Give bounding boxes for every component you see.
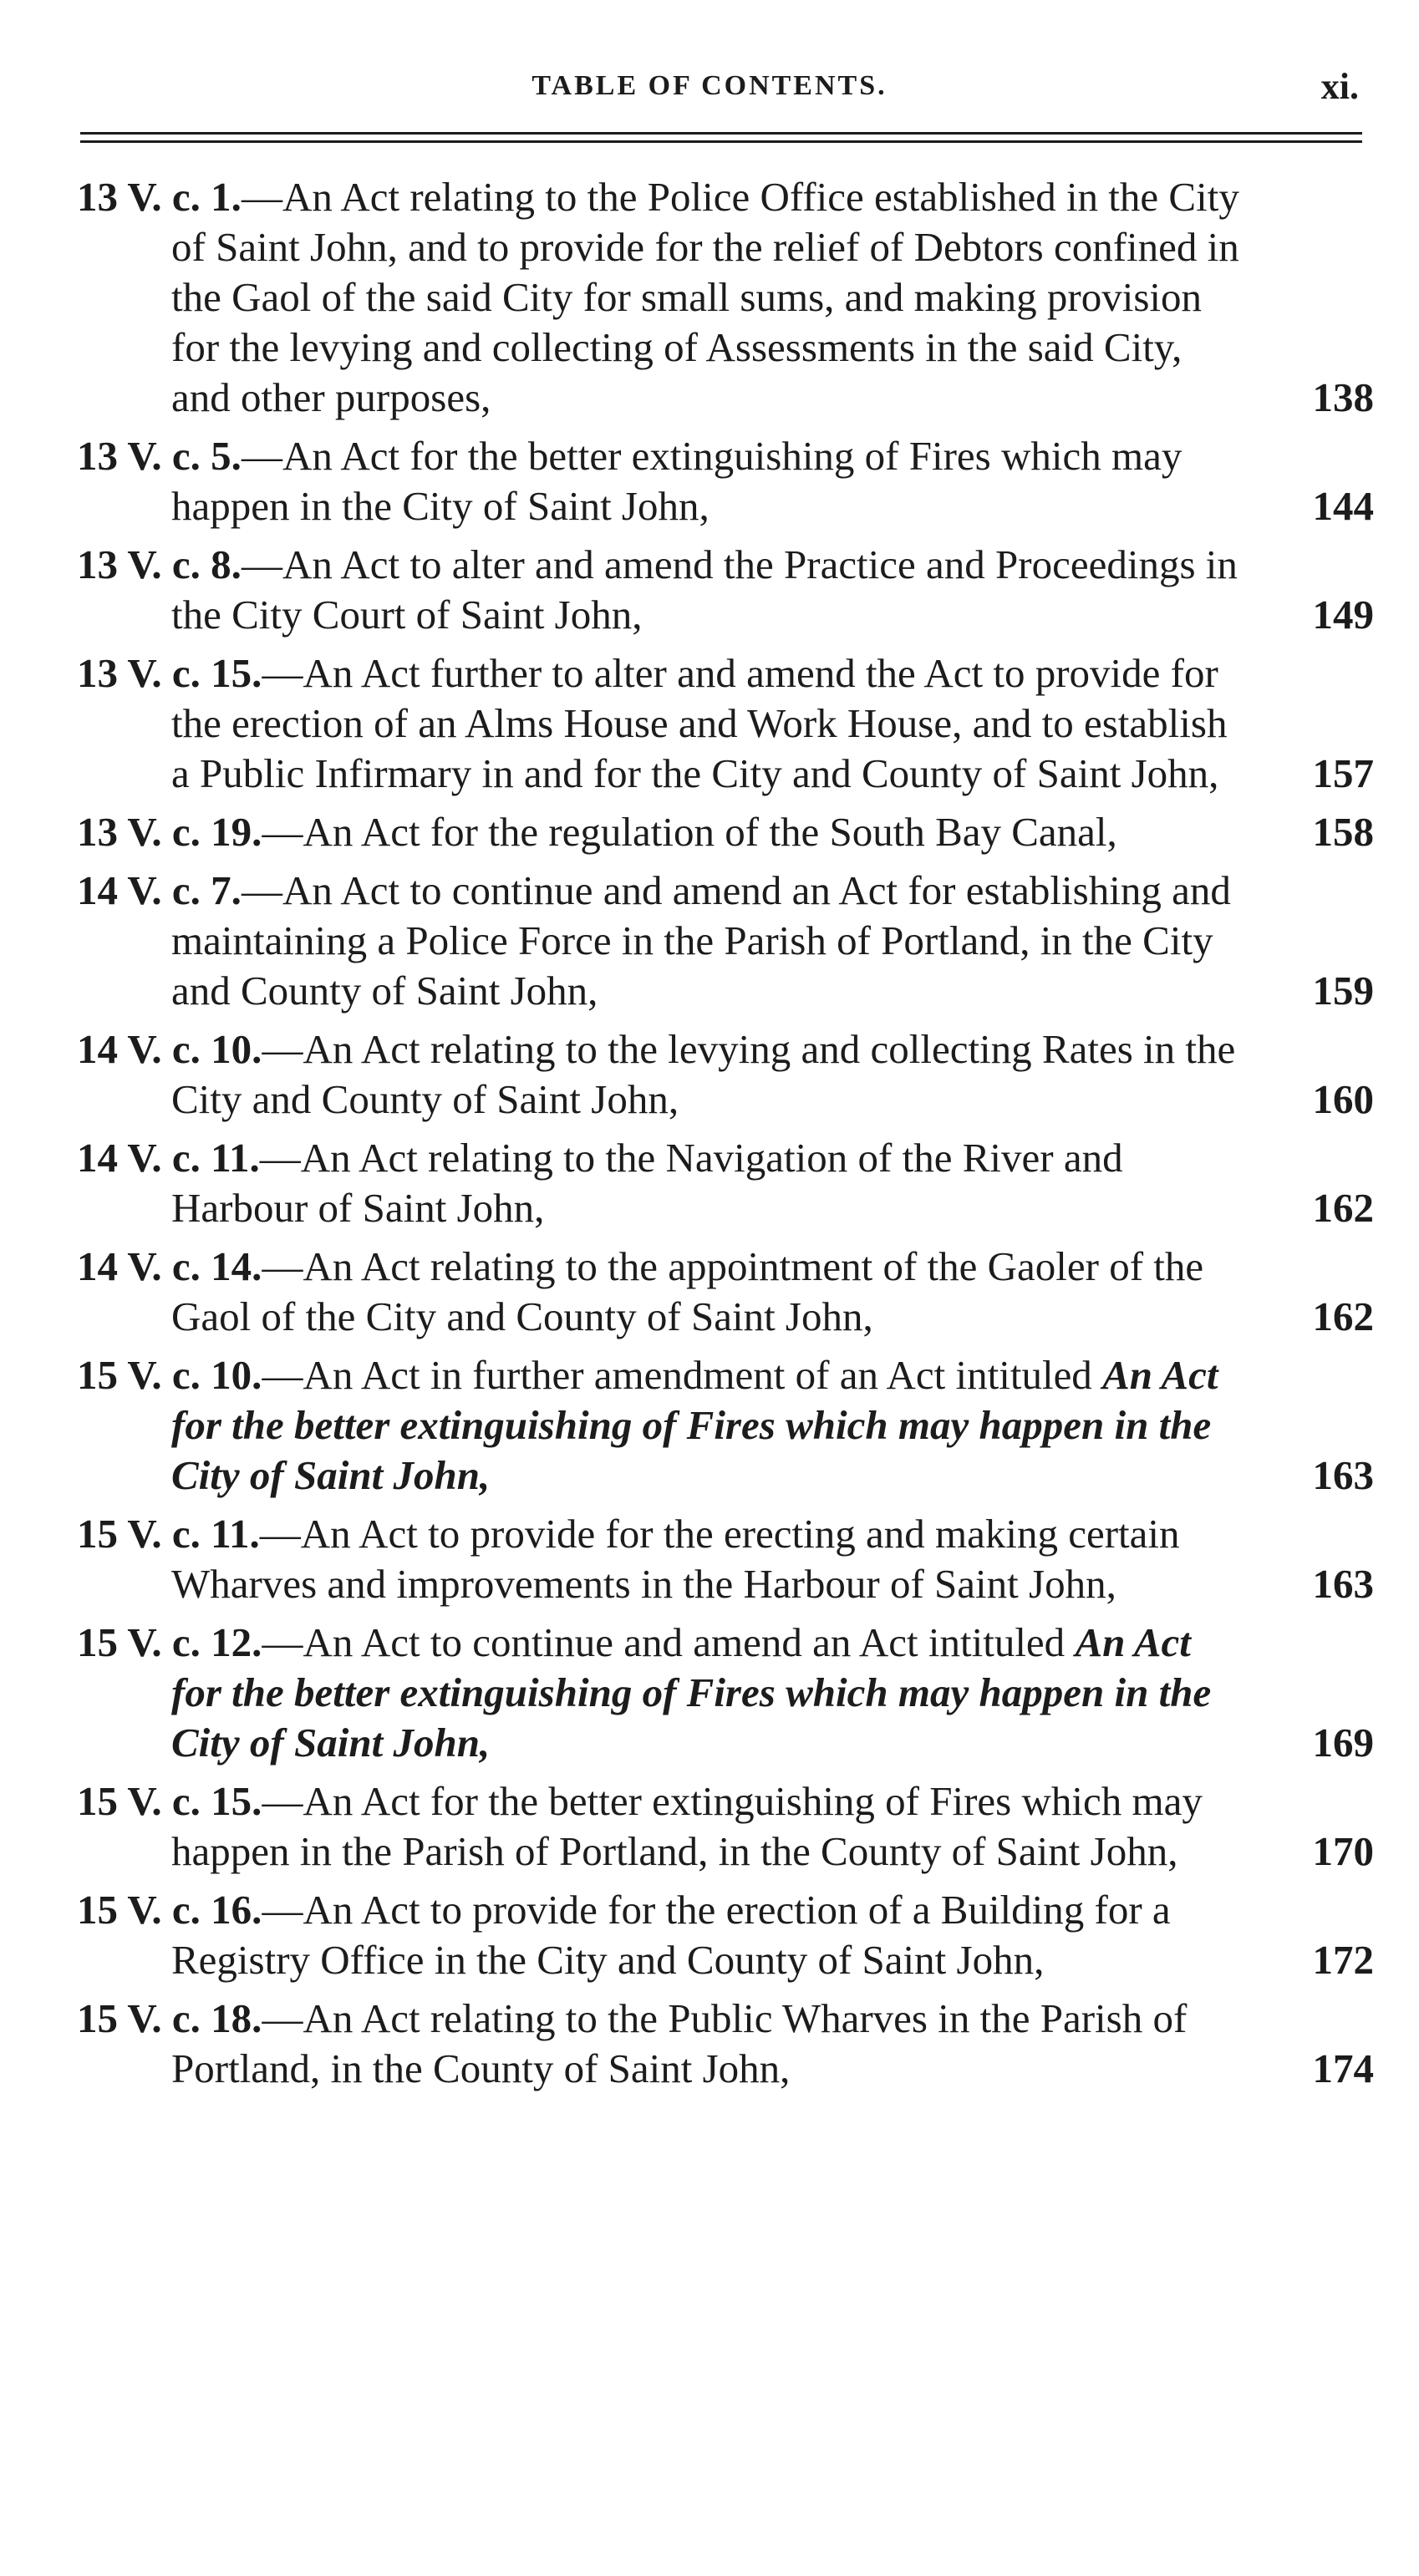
act-citation: 15 V. c. 11. (77, 1511, 260, 1557)
act-title-text: —An Act to alter and amend the Practice and Proceedings in the City Court of Saint John, (171, 541, 1238, 638)
cited-act-title: An Act for the better extinguishing of Fires which may happen in the City of Saint John, (171, 1352, 1218, 1498)
contents-entry (77, 1133, 1374, 1233)
act-title (171, 1026, 1235, 1122)
page-number: 172 (1312, 1937, 1374, 1983)
act-citation: 15 V. c. 16. (77, 1887, 262, 1933)
act-title-text: —An Act to continue and amend an Act intituled (262, 1619, 1076, 1665)
page-number: 169 (1312, 1720, 1374, 1766)
page-folio: xi. (1320, 66, 1359, 107)
page-number: 162 (1312, 1293, 1374, 1339)
contents-entry (77, 1024, 1374, 1125)
act-title (171, 1243, 1203, 1339)
act-title-text: —An Act to continue and amend an Act for establishing and maintaining a Police Force in the Parish of Portland, in the City and County of Saint John, (171, 867, 1231, 1014)
act-citation: 13 V. c. 1. (77, 174, 242, 220)
contents-entry (77, 1618, 1374, 1768)
act-citation: 13 V. c. 19. (77, 809, 262, 855)
act-citation: 14 V. c. 7. (77, 867, 242, 913)
act-title (262, 809, 1116, 855)
act-citation: 15 V. c. 10. (77, 1352, 262, 1398)
act-title-text: —An Act relating to the appointment of the Gaoler of the Gaol of the City and County of Saint John, (171, 1243, 1204, 1339)
page-number: 159 (1312, 968, 1374, 1014)
page-number: 149 (1312, 592, 1374, 638)
contents-entry (77, 1350, 1374, 1501)
act-title-text: —An Act for the regulation of the South Bay Canal, (262, 809, 1117, 855)
running-title: TABLE OF CONTENTS. (531, 70, 888, 101)
act-citation: 13 V. c. 15. (77, 650, 262, 696)
act-title-text: —An Act to provide for the erection of a Building for a Registry Office in the City and County of Saint John, (171, 1887, 1171, 1983)
act-title-text: —An Act to provide for the erecting and making certain Wharves and improvements in the Harbour of Saint John, (171, 1511, 1180, 1607)
page-number: 138 (1312, 374, 1374, 420)
act-title (171, 174, 1239, 420)
page-number: 157 (1312, 750, 1374, 796)
act-title-text: —An Act further to alter and amend the Act to provide for the erection of an Alms House and Work House, and to establish a Public Infirmary in and for the City and County of Saint John, (171, 650, 1228, 796)
act-title (171, 1352, 1218, 1498)
contents-entry (77, 1242, 1374, 1342)
act-title (171, 1995, 1187, 2091)
act-citation: 14 V. c. 11. (77, 1135, 260, 1181)
act-title-text: —An Act in further amendment of an Act intituled (262, 1352, 1103, 1398)
contents-entry (77, 807, 1374, 857)
act-title (171, 433, 1182, 529)
act-title (171, 1619, 1211, 1766)
act-title-text: —An Act for the better extinguishing of Fires which may happen in the Parish of Portland, in the County of Saint John, (171, 1778, 1203, 1874)
act-title (171, 650, 1227, 796)
act-title-text: —An Act relating to the Navigation of the River and Harbour of Saint John, (171, 1135, 1123, 1231)
act-citation: 15 V. c. 12. (77, 1619, 262, 1665)
page-number: 170 (1312, 1828, 1374, 1874)
contents-entry (77, 648, 1374, 799)
act-title-text: —An Act relating to the Police Office established in the City of Saint John, and to provide for the relief of Debtors confined in the Gaol of the said City for small sums, and making provision for the levying and collecting of Assessments in the said City, and other purposes, (171, 174, 1239, 420)
contents-entry (77, 172, 1374, 423)
act-title (171, 1511, 1180, 1607)
contents-entry (77, 1994, 1374, 2094)
contents-entry (77, 1509, 1374, 1609)
act-title (171, 541, 1238, 638)
act-citation: 13 V. c. 5. (77, 433, 242, 479)
act-citation: 15 V. c. 15. (77, 1778, 262, 1824)
header-rule-bottom (80, 140, 1362, 143)
contents-entry (77, 866, 1374, 1016)
act-citation: 14 V. c. 10. (77, 1026, 262, 1072)
page-number: 162 (1312, 1185, 1374, 1231)
act-citation: 15 V. c. 18. (77, 1995, 262, 2041)
act-citation: 14 V. c. 14. (77, 1243, 262, 1289)
page-number: 158 (1312, 809, 1374, 855)
act-title (171, 867, 1231, 1014)
act-title (171, 1778, 1203, 1874)
act-title-text: —An Act relating to the levying and collecting Rates in the City and County of Saint John, (171, 1026, 1236, 1122)
act-title (171, 1887, 1171, 1983)
page-number: 144 (1312, 483, 1374, 529)
act-title (171, 1135, 1123, 1231)
contents-entry (77, 540, 1374, 640)
contents-entry (77, 1885, 1374, 1985)
page-number: 160 (1312, 1076, 1374, 1122)
act-title-text: —An Act relating to the Public Wharves in the Parish of Portland, in the County of Saint John, (171, 1995, 1188, 2091)
cited-act-title: An Act for the better extinguishing of Fires which may happen in the City of Saint John, (171, 1619, 1212, 1766)
page-number: 163 (1312, 1561, 1374, 1607)
contents-entry (77, 1776, 1374, 1877)
contents-entry (77, 431, 1374, 531)
header-rule-top (80, 132, 1362, 135)
page-number: 163 (1312, 1452, 1374, 1498)
act-citation: 13 V. c. 8. (77, 541, 242, 587)
contents-list (77, 172, 1374, 2102)
act-title-text: —An Act for the better extinguishing of Fires which may happen in the City of Saint John, (171, 433, 1182, 529)
page-number: 174 (1312, 2045, 1374, 2091)
